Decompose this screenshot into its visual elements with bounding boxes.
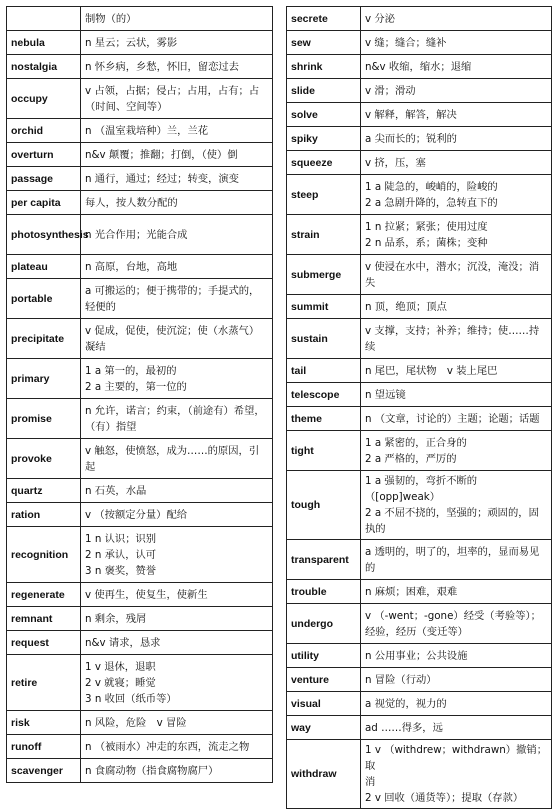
vocab-definition: n&v 颠覆；推翻；打倒，（使）倒 bbox=[81, 143, 273, 167]
vocab-word: provoke bbox=[7, 439, 81, 479]
vocab-row bbox=[7, 255, 273, 279]
vocab-word: solve bbox=[287, 103, 361, 127]
vocab-row bbox=[7, 631, 273, 655]
vocab-word: photosynthesis bbox=[7, 215, 81, 255]
vocab-row bbox=[287, 215, 552, 255]
vocab-word: recognition bbox=[7, 527, 81, 583]
vocab-definition: n 光合作用；光能合成 bbox=[81, 215, 273, 255]
vocab-row bbox=[7, 607, 273, 631]
vocab-definition: v 滑；滑动 bbox=[361, 79, 552, 103]
vocab-definition: n 冒险（行动） bbox=[361, 668, 552, 692]
vocab-definition: n 望远镜 bbox=[361, 383, 552, 407]
vocab-row bbox=[287, 127, 552, 151]
vocab-row bbox=[7, 359, 273, 399]
vocab-row bbox=[7, 735, 273, 759]
vocab-word: withdraw bbox=[287, 740, 361, 809]
vocab-row bbox=[7, 143, 273, 167]
vocab-definition: v 占领，占据；侵占；占用，占有；占 （时间、空间等） bbox=[81, 79, 273, 119]
vocab-definition: 1 a 第一的，最初的 2 a 主要的，第一位的 bbox=[81, 359, 273, 399]
vocab-row bbox=[7, 503, 273, 527]
vocab-row bbox=[7, 31, 273, 55]
vocab-definition: n 麻烦；困难，艰难 bbox=[361, 580, 552, 604]
vocab-definition: v 使再生，使复生，使新生 bbox=[81, 583, 273, 607]
vocab-row bbox=[287, 604, 552, 644]
vocab-definition: ad ……得多，远 bbox=[361, 716, 552, 740]
vocab-definition: v 缝；缝合；缝补 bbox=[361, 31, 552, 55]
vocab-row bbox=[7, 583, 273, 607]
vocab-word: summit bbox=[287, 295, 361, 319]
vocab-definition: n 怀乡病，乡愁，怀旧，留恋过去 bbox=[81, 55, 273, 79]
vocab-definition: 1 a 紧密的，正合身的 2 a 严格的，严厉的 bbox=[361, 431, 552, 471]
vocab-row bbox=[7, 655, 273, 711]
vocab-word: undergo bbox=[287, 604, 361, 644]
vocab-word: steep bbox=[287, 175, 361, 215]
vocab-word: risk bbox=[7, 711, 81, 735]
vocab-word: spiky bbox=[287, 127, 361, 151]
vocab-word: submerge bbox=[287, 255, 361, 295]
vocab-row bbox=[7, 759, 273, 783]
vocab-word: quartz bbox=[7, 479, 81, 503]
vocab-row bbox=[7, 439, 273, 479]
vocab-row bbox=[7, 279, 273, 319]
vocab-word: promise bbox=[7, 399, 81, 439]
vocab-definition: n 公用事业；公共设施 bbox=[361, 644, 552, 668]
vocab-row bbox=[287, 644, 552, 668]
vocab-definition: v 促成，促使，使沉淀；使（水蒸气） 凝结 bbox=[81, 319, 273, 359]
vocab-word: request bbox=[7, 631, 81, 655]
vocab-definition: 1 a 强韧的，弯折不断的（[opp]weak） 2 a 不屈不挠的，坚强的；顽固的，固 执的 bbox=[361, 471, 552, 540]
vocab-word: theme bbox=[287, 407, 361, 431]
vocab-row bbox=[7, 711, 273, 735]
vocab-definition: n （温室栽培种）兰，兰花 bbox=[81, 119, 273, 143]
vocab-row bbox=[287, 79, 552, 103]
vocab-definition: n 顶，绝顶；顶点 bbox=[361, 295, 552, 319]
vocab-word: overturn bbox=[7, 143, 81, 167]
vocab-definition: 1 v 退休，退职 2 v 就寝；睡觉 3 n 收回（纸币等） bbox=[81, 655, 273, 711]
vocab-word: way bbox=[287, 716, 361, 740]
vocab-row bbox=[7, 479, 273, 503]
vocab-definition: 1 a 陡急的，峻峭的，险峻的 2 a 急剧升降的，急转直下的 bbox=[361, 175, 552, 215]
vocab-word: slide bbox=[287, 79, 361, 103]
vocab-row bbox=[7, 79, 273, 119]
vocab-word: sew bbox=[287, 31, 361, 55]
vocab-definition: 1 n 认识；识别 2 n 承认，认可 3 n 褒奖，赞誉 bbox=[81, 527, 273, 583]
vocab-definition: n （被雨水）冲走的东西，流走之物 bbox=[81, 735, 273, 759]
vocab-word: squeeze bbox=[287, 151, 361, 175]
vocab-row bbox=[287, 540, 552, 580]
vocab-definition: v （按额定分量）配给 bbox=[81, 503, 273, 527]
vocab-row bbox=[7, 55, 273, 79]
vocab-definition: 制物（的） bbox=[81, 7, 273, 31]
vocab-row bbox=[287, 151, 552, 175]
vocab-definition: n&v 请求，恳求 bbox=[81, 631, 273, 655]
vocab-row bbox=[287, 255, 552, 295]
vocab-definition: n 高原，台地，高地 bbox=[81, 255, 273, 279]
vocab-word: scavenger bbox=[7, 759, 81, 783]
vocab-row bbox=[287, 431, 552, 471]
vocab-word: transparent bbox=[287, 540, 361, 580]
vocab-word: orchid bbox=[7, 119, 81, 143]
vocab-row bbox=[7, 399, 273, 439]
vocab-row bbox=[7, 7, 273, 31]
vocab-row bbox=[287, 55, 552, 79]
vocab-row bbox=[287, 407, 552, 431]
vocab-row bbox=[7, 119, 273, 143]
vocab-word: ration bbox=[7, 503, 81, 527]
vocab-definition: v 使浸在水中，潜水；沉没，淹没；消 失 bbox=[361, 255, 552, 295]
vocab-word: regenerate bbox=[7, 583, 81, 607]
vocab-row bbox=[287, 103, 552, 127]
vocab-row bbox=[287, 716, 552, 740]
vocab-row bbox=[287, 668, 552, 692]
vocab-definition: n 风险，危险 v 冒险 bbox=[81, 711, 273, 735]
vocab-row bbox=[287, 319, 552, 359]
vocab-definition: n 允许，诺言；约束，（前途有）希望， （有）指望 bbox=[81, 399, 273, 439]
vocab-definition: v 解释，解答，解决 bbox=[361, 103, 552, 127]
right-vocab-table bbox=[286, 6, 552, 809]
vocab-word: shrink bbox=[287, 55, 361, 79]
vocab-word: passage bbox=[7, 167, 81, 191]
vocab-definition: a 尖而长的；锐利的 bbox=[361, 127, 552, 151]
vocab-row bbox=[7, 527, 273, 583]
vocab-word: nebula bbox=[7, 31, 81, 55]
vocab-definition: v 触怒，使愤怒，成为……的原因，引 起 bbox=[81, 439, 273, 479]
vocab-row bbox=[7, 215, 273, 255]
vocab-definition: a 透明的，明了的，坦率的，显而易见 的 bbox=[361, 540, 552, 580]
vocab-definition: 1 v （withdrew；withdrawn）撤销；取 消 2 v 回收（通货等）；提取（存款） bbox=[361, 740, 552, 809]
vocab-row bbox=[7, 167, 273, 191]
vocab-row bbox=[287, 740, 552, 809]
vocab-word: tail bbox=[287, 359, 361, 383]
vocab-row bbox=[287, 31, 552, 55]
vocab-word: nostalgia bbox=[7, 55, 81, 79]
vocab-definition: 每人，按人数分配的 bbox=[81, 191, 273, 215]
right-vocab-column bbox=[286, 6, 552, 809]
vocab-row bbox=[287, 175, 552, 215]
vocab-word: retire bbox=[7, 655, 81, 711]
vocab-definition: n 食腐动物（指食腐物腐尸） bbox=[81, 759, 273, 783]
vocab-row bbox=[287, 7, 552, 31]
vocab-word: trouble bbox=[287, 580, 361, 604]
vocab-definition: v 支撑，支持；补养；维持；使……持 续 bbox=[361, 319, 552, 359]
vocab-word: precipitate bbox=[7, 319, 81, 359]
vocab-definition: n （文章，讨论的）主题；论题；话题 bbox=[361, 407, 552, 431]
vocab-row bbox=[287, 383, 552, 407]
vocab-row bbox=[287, 359, 552, 383]
vocab-definition: v （-went；-gone）经受（考验等）； 经验，经历（变迁等） bbox=[361, 604, 552, 644]
vocab-row bbox=[7, 319, 273, 359]
vocab-word: secrete bbox=[287, 7, 361, 31]
vocab-row bbox=[7, 191, 273, 215]
vocab-word: primary bbox=[7, 359, 81, 399]
vocab-row bbox=[287, 692, 552, 716]
vocab-definition: n 通行，通过；经过；转变，演变 bbox=[81, 167, 273, 191]
vocab-word: remnant bbox=[7, 607, 81, 631]
vocab-word: tight bbox=[287, 431, 361, 471]
vocab-definition: n 星云；云状，雾影 bbox=[81, 31, 273, 55]
vocab-definition: v 分泌 bbox=[361, 7, 552, 31]
vocab-word: plateau bbox=[7, 255, 81, 279]
vocab-word: visual bbox=[287, 692, 361, 716]
vocab-word: portable bbox=[7, 279, 81, 319]
vocab-word: occupy bbox=[7, 79, 81, 119]
vocab-definition: a 可搬运的；便于携带的；手提式的， 轻便的 bbox=[81, 279, 273, 319]
vocab-word: venture bbox=[287, 668, 361, 692]
vocab-word: utility bbox=[287, 644, 361, 668]
vocab-word: sustain bbox=[287, 319, 361, 359]
vocab-row bbox=[287, 580, 552, 604]
vocab-row bbox=[287, 295, 552, 319]
vocab-word: runoff bbox=[7, 735, 81, 759]
vocab-definition: n&v 收缩，缩水；退缩 bbox=[361, 55, 552, 79]
vocab-definition: a 视觉的，视力的 bbox=[361, 692, 552, 716]
vocab-word: strain bbox=[287, 215, 361, 255]
vocab-definition: n 尾巴，尾状物 v 装上尾巴 bbox=[361, 359, 552, 383]
vocab-word: telescope bbox=[287, 383, 361, 407]
vocab-definition: n 石英，水晶 bbox=[81, 479, 273, 503]
left-vocab-table bbox=[6, 6, 273, 783]
left-vocab-column bbox=[6, 6, 273, 783]
vocab-word: per capita bbox=[7, 191, 81, 215]
vocab-definition: v 挤，压，塞 bbox=[361, 151, 552, 175]
vocab-word: tough bbox=[287, 471, 361, 540]
vocab-definition: n 剩余，残屑 bbox=[81, 607, 273, 631]
vocab-row bbox=[287, 471, 552, 540]
vocab-word bbox=[7, 7, 81, 31]
vocab-definition: 1 n 拉紧；紧张；使用过度 2 n 品系，系；菌株；变种 bbox=[361, 215, 552, 255]
